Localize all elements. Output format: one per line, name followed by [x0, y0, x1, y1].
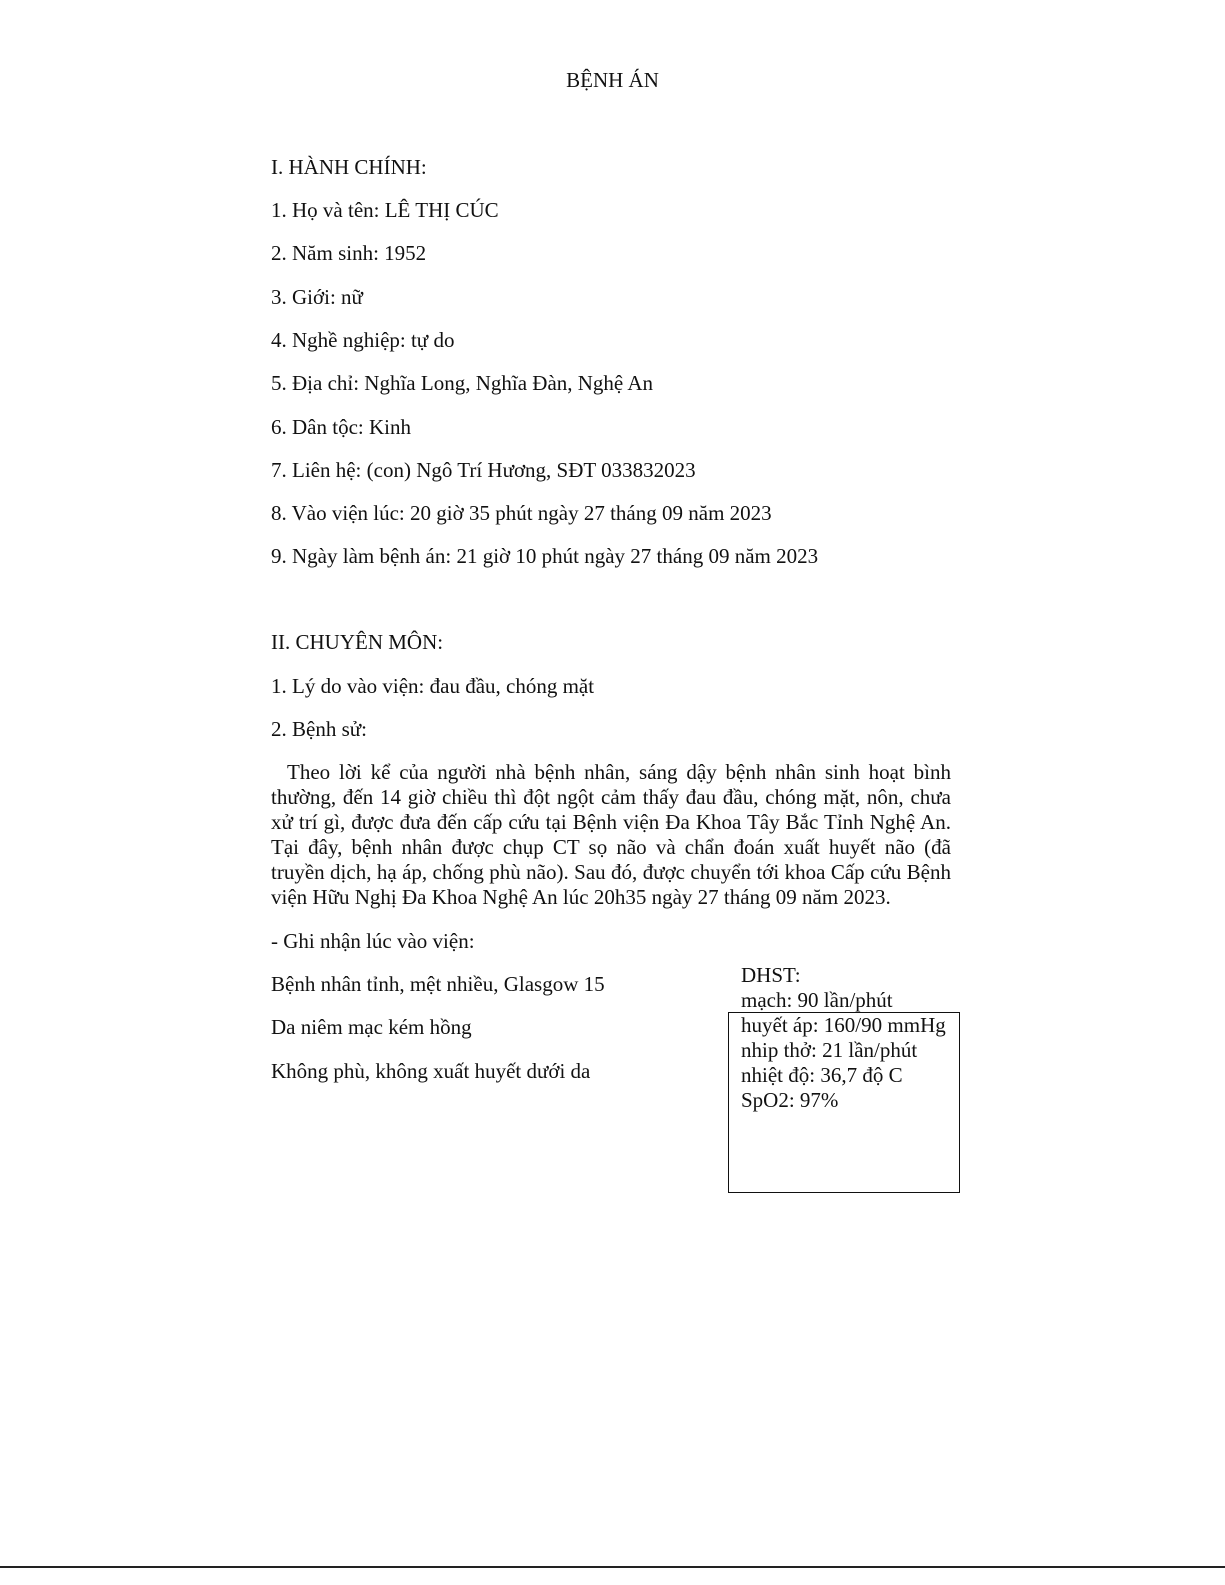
vital-temperature: nhiệt độ: 36,7 độ C — [741, 1063, 903, 1087]
page-bottom-divider — [0, 1566, 1225, 1568]
admission-note-label: - Ghi nhận lúc vào viện: — [271, 929, 475, 953]
section-heading-clinical: II. CHUYÊN MÔN: — [271, 630, 444, 654]
field-ethnicity: 6. Dân tộc: Kinh — [271, 415, 411, 439]
page-title: BỆNH ÁN — [566, 68, 659, 92]
field-admission-reason: 1. Lý do vào viện: đau đầu, chóng mặt — [271, 674, 595, 698]
field-full-name: 1. Họ và tên: LÊ THỊ CÚC — [271, 198, 499, 222]
vital-blood-pressure: huyết áp: 160/90 mmHg — [741, 1013, 946, 1037]
section-heading-administrative: I. HÀNH CHÍNH: — [271, 155, 427, 179]
vital-respiration: nhip thở: 21 lần/phút — [741, 1038, 918, 1062]
history-paragraph: Theo lời kể của người nhà bệnh nhân, sáng dậy bệnh nhân sinh hoạt bình thường, đến 14 giờ chiều thì đột ngột cảm thấy đau đầu, chóng mặt, nôn, chưa xử trí gì, được đưa đến cấp cứu tại Bệnh viện Đa Khoa Tây Bắc Tỉnh Nghệ An. Tại đây, bệnh nhân được chụp CT sọ não và chẩn đoán xuất huyết não (đã truyền dịch, hạ áp, chống phù não). Sau đó, được chuyển tới khoa Cấp cứu Bệnh viện Hữu Nghị Đa Khoa Nghệ An lúc 20h35 ngày 27 tháng 09 năm 2023. — [271, 760, 951, 909]
field-gender: 3. Giới: nữ — [271, 285, 363, 309]
field-contact: 7. Liên hệ: (con) Ngô Trí Hương, SĐT 033832023 — [271, 458, 696, 482]
field-history-label: 2. Bệnh sử: — [271, 717, 367, 741]
vital-pulse: mạch: 90 lần/phút — [741, 988, 893, 1012]
field-record-date: 9. Ngày làm bệnh án: 21 giờ 10 phút ngày 27 tháng 09 năm 2023 — [271, 544, 819, 568]
field-address: 5. Địa chỉ: Nghĩa Long, Nghĩa Đàn, Nghệ An — [271, 371, 654, 395]
finding-edema: Không phù, không xuất huyết dưới da — [271, 1059, 591, 1083]
field-occupation: 4. Nghề nghiệp: tự do — [271, 328, 455, 352]
vital-spo2: SpO2: 97% — [741, 1088, 839, 1112]
field-birth-year: 2. Năm sinh: 1952 — [271, 241, 427, 265]
field-admission-time: 8. Vào viện lúc: 20 giờ 35 phút ngày 27 tháng 09 năm 2023 — [271, 501, 772, 525]
finding-skin-mucosa: Da niêm mạc kém hồng — [271, 1015, 472, 1039]
finding-consciousness: Bệnh nhân tỉnh, mệt nhiều, Glasgow 15 — [271, 972, 605, 996]
vitals-heading: DHST: — [741, 963, 801, 987]
